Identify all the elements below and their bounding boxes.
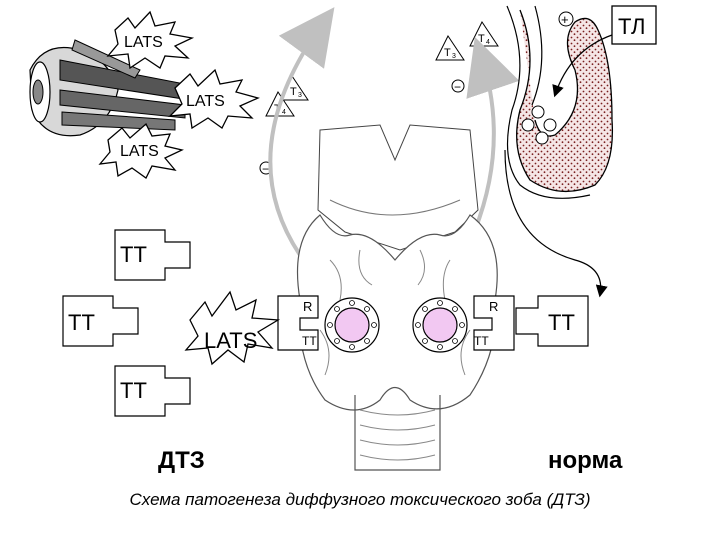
tt-box-right — [516, 296, 588, 346]
norma-label: норма — [548, 447, 623, 474]
receptor-right-r: R — [489, 299, 499, 314]
lats-mid-label: LATS — [186, 93, 225, 110]
lats-top-label: LATS — [124, 34, 163, 51]
lats-low-burst — [100, 124, 182, 178]
follicle-right — [413, 298, 467, 352]
svg-text:ТТ: ТТ — [68, 310, 95, 335]
lats-low-label: LATS — [120, 143, 159, 160]
follicle-left — [325, 298, 379, 352]
svg-text:ТТ: ТТ — [120, 378, 147, 403]
svg-text:−: − — [454, 80, 462, 94]
lats-top-burst — [108, 12, 192, 68]
svg-text:+: + — [561, 12, 569, 27]
tt-box-3 — [115, 366, 190, 416]
plus-sign — [559, 12, 573, 27]
lats-center-burst — [186, 292, 278, 364]
svg-text:3: 3 — [452, 53, 456, 60]
lymphoid-organ — [507, 6, 612, 198]
t4-top-triangle — [470, 22, 498, 46]
svg-text:4: 4 — [282, 109, 286, 116]
svg-text:4: 4 — [486, 39, 490, 46]
lats-mid-burst — [170, 70, 258, 128]
svg-text:−: − — [262, 162, 270, 176]
receptor-left-r: R — [303, 299, 313, 314]
receptor-right-tt: ТТ — [474, 334, 489, 348]
svg-text:ТТ: ТТ — [548, 310, 575, 335]
tl-label: ТЛ — [618, 14, 646, 39]
tt-box-1 — [115, 230, 190, 280]
svg-text:3: 3 — [298, 92, 302, 99]
svg-text:Т: Т — [290, 86, 297, 98]
tt-box-2 — [63, 296, 138, 346]
figure-caption: Схема патогенеза диффузного токсического зоба (ДТЗ) — [129, 490, 591, 509]
minus-sign-top — [452, 80, 464, 94]
tl-box — [612, 6, 656, 44]
receptor-left-tt: ТТ — [302, 334, 317, 348]
svg-text:Т: Т — [274, 103, 281, 115]
svg-text:Т: Т — [444, 47, 451, 59]
dtz-label: ДТЗ — [158, 447, 205, 474]
lats-center-label: LATS — [204, 328, 258, 353]
svg-text:Т: Т — [478, 33, 485, 45]
t3-top-triangle — [436, 36, 464, 60]
svg-text:ТТ: ТТ — [120, 242, 147, 267]
larynx-outline — [318, 125, 478, 250]
